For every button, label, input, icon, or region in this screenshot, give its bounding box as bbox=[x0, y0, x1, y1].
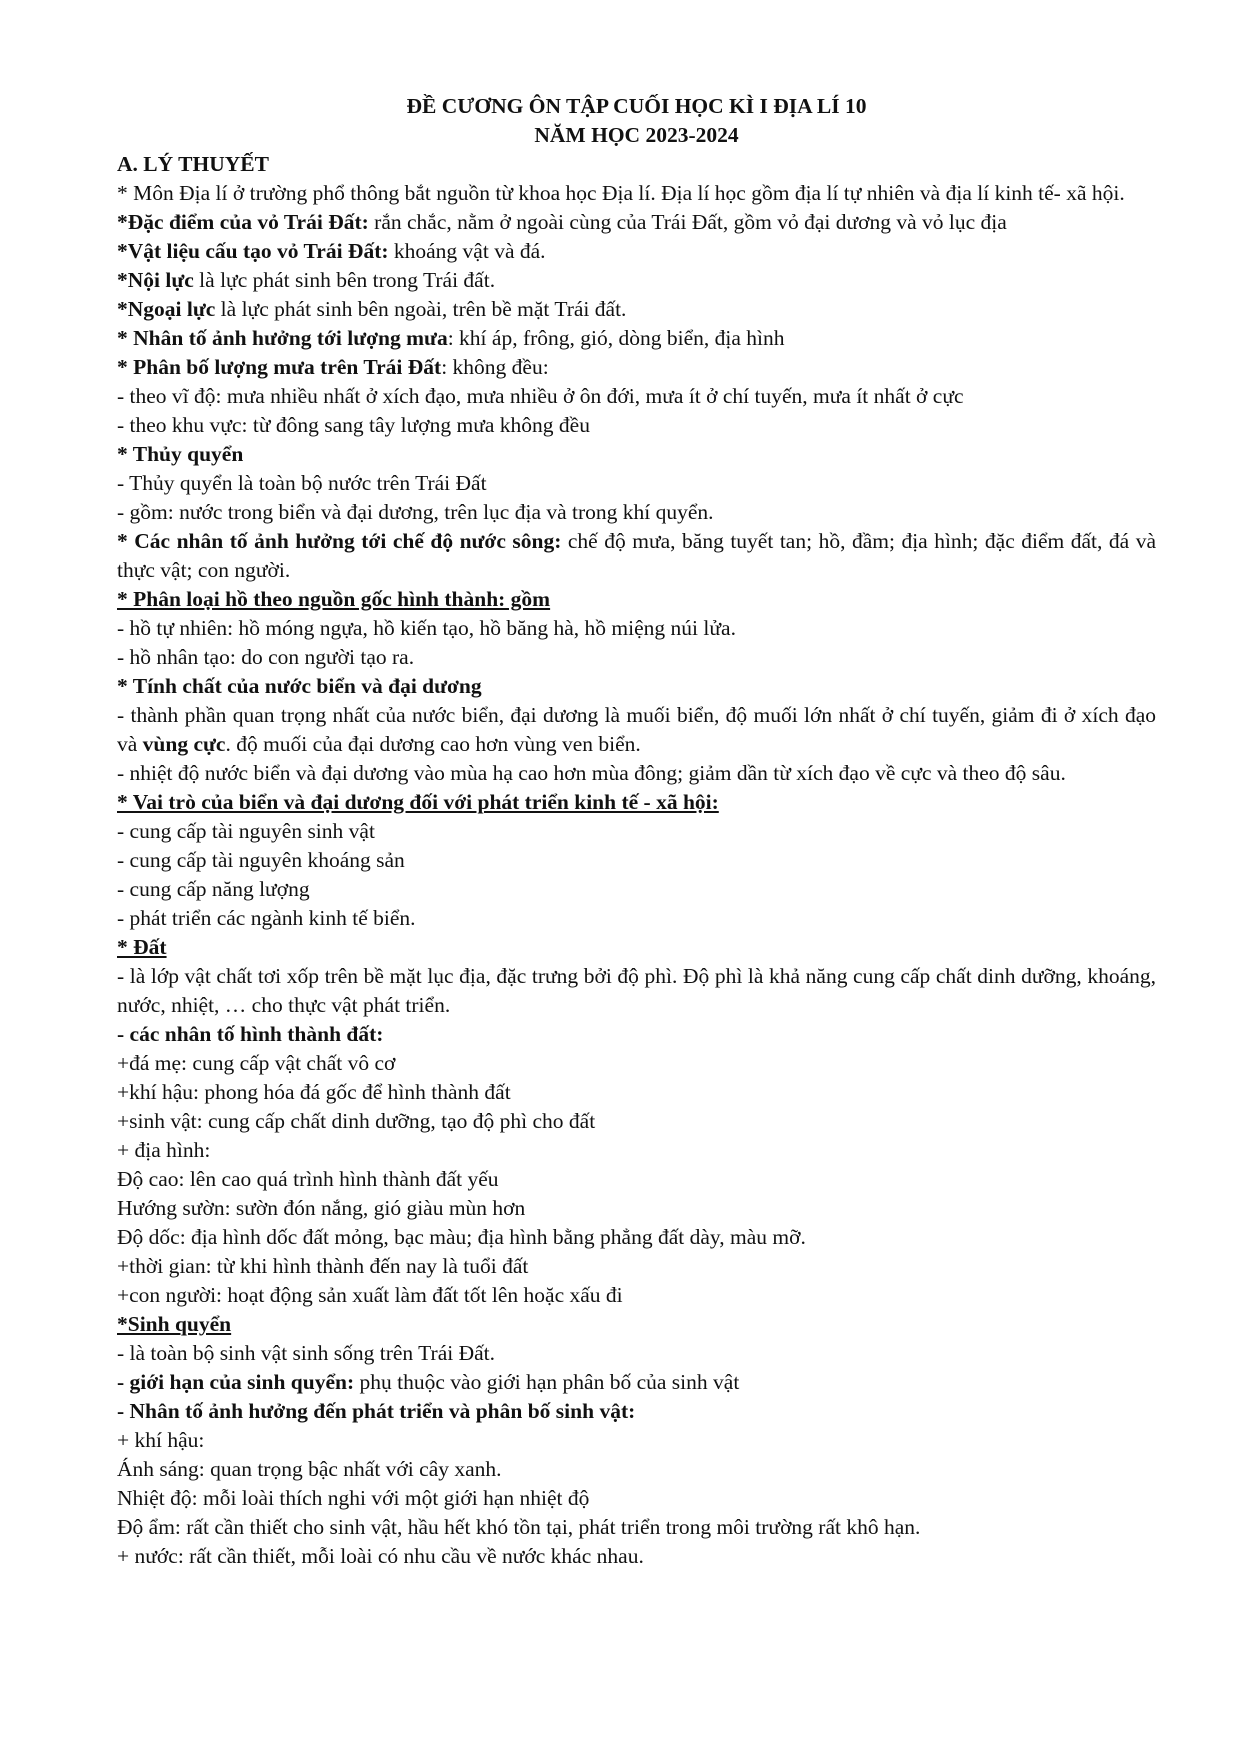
title-line-1: ĐỀ CƯƠNG ÔN TẬP CUỐI HỌC KÌ I ĐỊA LÍ 10 bbox=[406, 94, 867, 118]
biosphere-factors-heading: - Nhân tố ảnh hưởng đến phát triển và phân bố sinh vật: bbox=[117, 1399, 636, 1423]
seawater-heading: * Tính chất của nước biển và đại dương bbox=[117, 674, 482, 698]
soil-heading: * Đất bbox=[117, 935, 167, 959]
list-item: +đá mẹ: cung cấp vật chất vô cơ bbox=[117, 1051, 396, 1075]
list-item: +sinh vật: cung cấp chất dinh dưỡng, tạo độ phì cho đất bbox=[117, 1109, 596, 1133]
rainfall-distribution: * Phân bố lượng mưa trên Trái Đất: không đều: bbox=[117, 355, 549, 379]
list-item: - cung cấp năng lượng bbox=[117, 877, 310, 901]
list-item: - gồm: nước trong biển và đại dương, trên lục địa và trong khí quyển. bbox=[117, 500, 714, 524]
list-item: + nước: rất cần thiết, mỗi loài có nhu cầu về nước khác nhau. bbox=[117, 1544, 644, 1568]
list-item: - hồ tự nhiên: hồ móng ngựa, hồ kiến tạo, hồ băng hà, hồ miệng núi lửa. bbox=[117, 616, 736, 640]
list-item: - Thủy quyển là toàn bộ nước trên Trái Đất bbox=[117, 471, 487, 495]
biosphere-definition: - là toàn bộ sinh vật sinh sống trên Trái Đất. bbox=[117, 1341, 496, 1365]
list-item: - cung cấp tài nguyên sinh vật bbox=[117, 819, 375, 843]
lake-classification-heading: * Phân loại hồ theo nguồn gốc hình thành: gồm bbox=[117, 587, 551, 611]
list-item: Hướng sườn: sườn đón nắng, gió giàu mùn hơn bbox=[117, 1196, 526, 1220]
section-heading: A. LÝ THUYẾT bbox=[117, 152, 269, 176]
list-item: Ánh sáng: quan trọng bậc nhất với cây xanh. bbox=[117, 1457, 502, 1481]
biosphere-limit: - giới hạn của sinh quyển: phụ thuộc vào giới hạn phân bố của sinh vật bbox=[117, 1370, 740, 1394]
list-item: - theo vĩ độ: mưa nhiều nhất ở xích đạo, mưa nhiều ở ôn đới, mưa ít ở chí tuyến, mưa ít nhất ở cực bbox=[117, 384, 964, 408]
document-title bbox=[117, 92, 1156, 150]
list-item: + địa hình: bbox=[117, 1138, 211, 1162]
title-line-2: NĂM HỌC 2023-2024 bbox=[534, 123, 739, 147]
list-item: - theo khu vực: từ đông sang tây lượng mưa không đều bbox=[117, 413, 590, 437]
list-item: Độ ẩm: rất cần thiết cho sinh vật, hầu hết khó tồn tại, phát triển trong môi trường rất khô hạn. bbox=[117, 1515, 921, 1539]
list-item: Nhiệt độ: mỗi loài thích nghi với một giới hạn nhiệt độ bbox=[117, 1486, 590, 1510]
list-item: + khí hậu: bbox=[117, 1428, 205, 1452]
soil-factors-heading: - các nhân tố hình thành đất: bbox=[117, 1022, 384, 1046]
crust-features: *Đặc điểm của vỏ Trái Đất: rắn chắc, nằm ở ngoài cùng của Trái Đất, gồm vỏ đại dương và vỏ lục địa bbox=[117, 210, 1007, 234]
soil-definition: - là lớp vật chất tơi xốp trên bề mặt lục địa, đặc trưng bởi độ phì. Độ phì là khả năng cung cấp chất dinh dưỡng, khoáng, nước, nhiệt, … cho thực vật phát triển. bbox=[117, 964, 1156, 1017]
hydrosphere-heading: * Thủy quyển bbox=[117, 442, 244, 466]
intro-paragraph: * Môn Địa lí ở trường phổ thông bắt nguồn từ khoa học Địa lí. Địa lí học gồm địa lí tự nhiên và địa lí kinh tế- xã hội. bbox=[117, 181, 1125, 205]
endogenic-force: *Nội lực là lực phát sinh bên trong Trái đất. bbox=[117, 268, 496, 292]
biosphere-heading: *Sinh quyển bbox=[117, 1312, 232, 1336]
list-item: Độ dốc: địa hình dốc đất mỏng, bạc màu; địa hình bằng phẳng đất dày, màu mỡ. bbox=[117, 1225, 806, 1249]
rainfall-factors: * Nhân tố ảnh hưởng tới lượng mưa: khí áp, frông, gió, dòng biển, địa hình bbox=[117, 326, 785, 350]
ocean-role-heading: * Vai trò của biển và đại dương đối với phát triển kinh tế - xã hội: bbox=[117, 790, 719, 814]
list-item: Độ cao: lên cao quá trình hình thành đất yếu bbox=[117, 1167, 499, 1191]
exogenic-force: *Ngoại lực là lực phát sinh bên ngoài, trên bề mặt Trái đất. bbox=[117, 297, 627, 321]
list-item: - phát triển các ngành kinh tế biển. bbox=[117, 906, 416, 930]
river-regime-factors: * Các nhân tố ảnh hưởng tới chế độ nước sông: chế độ mưa, băng tuyết tan; hồ, đầm; địa hình; đặc điểm đất, đá và thực vật; con người. bbox=[117, 529, 1156, 582]
list-item: +thời gian: từ khi hình thành đến nay là tuổi đất bbox=[117, 1254, 529, 1278]
list-item: - cung cấp tài nguyên khoáng sản bbox=[117, 848, 405, 872]
crust-materials: *Vật liệu cấu tạo vỏ Trái Đất: khoáng vật và đá. bbox=[117, 239, 546, 263]
list-item: - hồ nhân tạo: do con người tạo ra. bbox=[117, 645, 415, 669]
list-item: +con người: hoạt động sản xuất làm đất tốt lên hoặc xấu đi bbox=[117, 1283, 623, 1307]
seawater-salinity: - thành phần quan trọng nhất của nước biển, đại dương là muối biển, độ muối lớn nhất ở chí tuyến, giảm đi ở xích đạo và vùng cực. độ muối của đại dương cao hơn vùng ven biển. bbox=[117, 703, 1156, 756]
list-item: +khí hậu: phong hóa đá gốc để hình thành đất bbox=[117, 1080, 511, 1104]
seawater-temperature: - nhiệt độ nước biển và đại dương vào mùa hạ cao hơn mùa đông; giảm dần từ xích đạo về cực và theo độ sâu. bbox=[117, 761, 1066, 785]
